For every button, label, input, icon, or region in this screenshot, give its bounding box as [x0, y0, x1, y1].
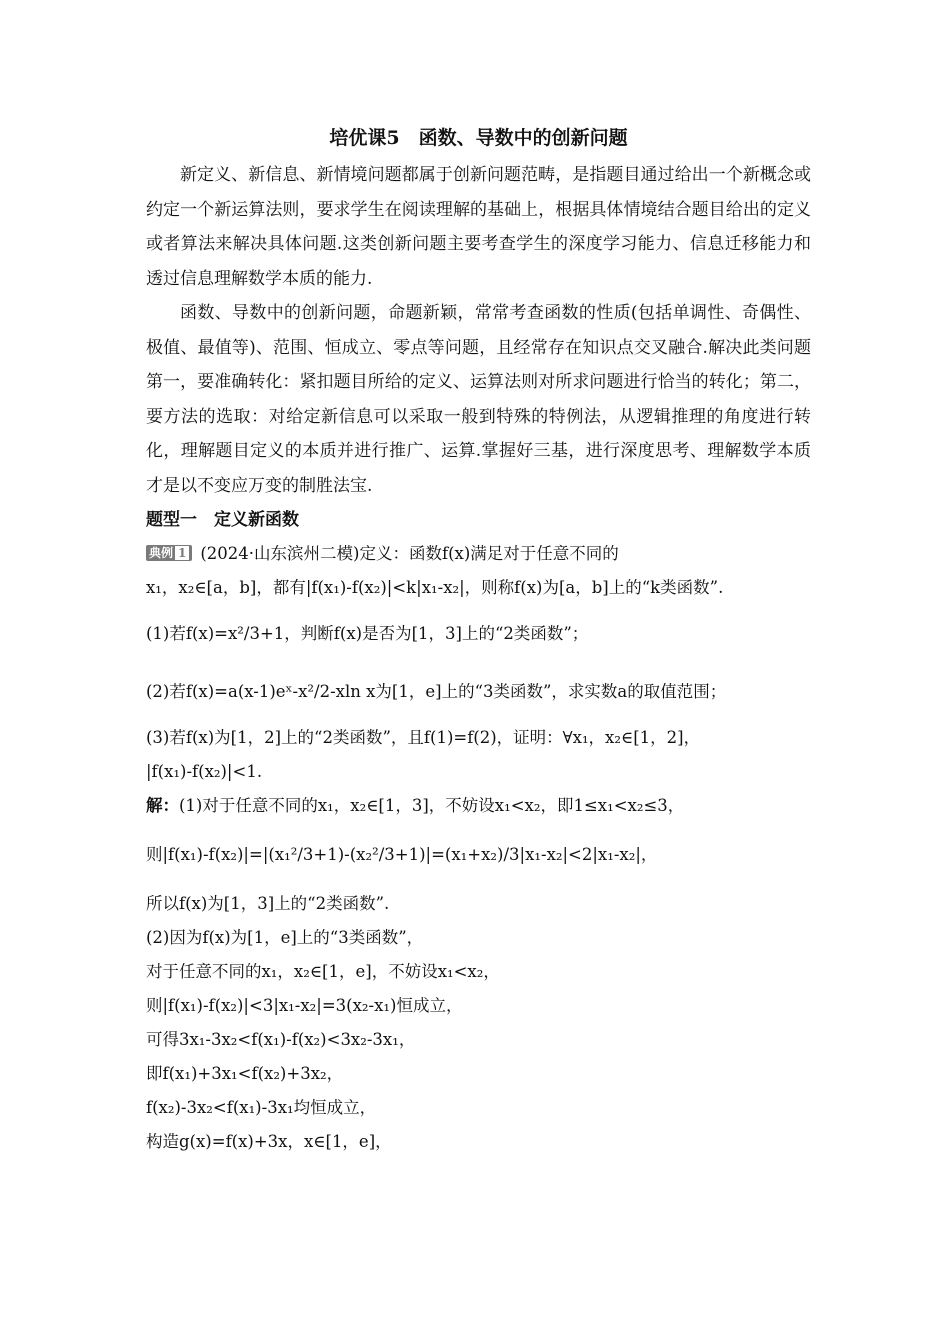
page-title: 培优课5 函数、导数中的创新问题: [329, 127, 628, 149]
solution-line-3: 所以f(x)为[1，3]上的“2类函数”.: [146, 894, 390, 913]
intro-paragraph-2: 函数、导数中的创新问题，命题新颖，常常考查函数的性质(包括单调性、奇偶性、极值、最值等)、范围、恒成立、零点等问题，且经常存在知识点交叉融合.解决此类问题第一，要准确转化：紧扣题目所给的定义、运算法则对所求问题进行恰当的转化；第二，要方法的选取：对给定新信息可以采取一般到特殊的特例法，从逻辑推理的角度进行转化，理解题目定义的本质并进行推广、运算.掌握好三基，进行深度思考、理解数学本质才是以不变应万变的制胜法宝.: [146, 303, 811, 496]
document-page: [146, 118, 811, 1159]
intro-paragraph-1: 新定义、新信息、新情境问题都属于创新问题范畴，是指题目通过给出一个新概念或约定一个新运算法则，要求学生在阅读理解的基础上，根据具体情境结合题目给出的定义或者算法来解决具体问题.这类创新问题主要考查学生的深度学习能力、信息迁移能力和透过信息理解数学本质的能力.: [146, 165, 811, 289]
example-badge: 典例 1: [146, 545, 192, 561]
solution-label: 解：: [146, 796, 179, 815]
solution-line-2: 则|f(x₁)-f(x₂)|=|(x₁²/3+1)-(x₂²/3+1)|=(x₁+x₂)/3|x₁-x₂|<2|x₁-x₂|，: [146, 845, 658, 864]
solution-line-4: (2)因为f(x)为[1，e]上的“3类函数”，: [146, 928, 424, 947]
problem-part-2: (2)若f(x)=a(x-1)eˣ-x²/2-xln x为[1，e]上的“3类函数”，求实数a的取值范围；: [146, 682, 727, 701]
problem-part-1: (1)若f(x)=x²/3+1，判断f(x)是否为[1，3]上的“2类函数”；: [146, 624, 589, 643]
solution-line-7: 可得3x₁-3x₂<f(x₁)-f(x₂)<3x₂-3x₁，: [146, 1030, 416, 1049]
problem-part-3: (3)若f(x)为[1，2]上的“2类函数”，且f(1)=f(2)，证明：∀x₁，x₂∈[1，2]，: [146, 728, 701, 747]
solution-line-5: 对于任意不同的x₁，x₂∈[1，e]，不妨设x₁<x₂，: [146, 962, 500, 981]
section-heading: 题型一 定义新函数: [146, 510, 299, 530]
solution-line-1: 解：(1)对于任意不同的x₁，x₂∈[1，3]，不妨设x₁<x₂，即1≤x₁<x₂≤3，: [146, 796, 685, 815]
problem-line-2: x₁，x₂∈[a，b]，都有|f(x₁)-f(x₂)|<k|x₁-x₂|，则称f(x)为[a，b]上的“k类函数”.: [146, 578, 724, 597]
solution-line-8: 即f(x₁)+3x₁<f(x₂)+3x₂，: [146, 1064, 344, 1083]
problem-part-3-cont: |f(x₁)-f(x₂)|<1.: [146, 762, 263, 781]
problem-line-1: 典例 1 (2024·山东滨州二模)定义：函数f(x)满足对于任意不同的: [146, 537, 811, 571]
solution-line-6: 则|f(x₁)-f(x₂)|<3|x₁-x₂|=3(x₂-x₁)恒成立，: [146, 996, 463, 1015]
solution-line-10: 构造g(x)=f(x)+3x，x∈[1，e]，: [146, 1132, 392, 1151]
solution-line-9: f(x₂)-3x₂<f(x₁)-3x₁均恒成立，: [146, 1098, 377, 1117]
